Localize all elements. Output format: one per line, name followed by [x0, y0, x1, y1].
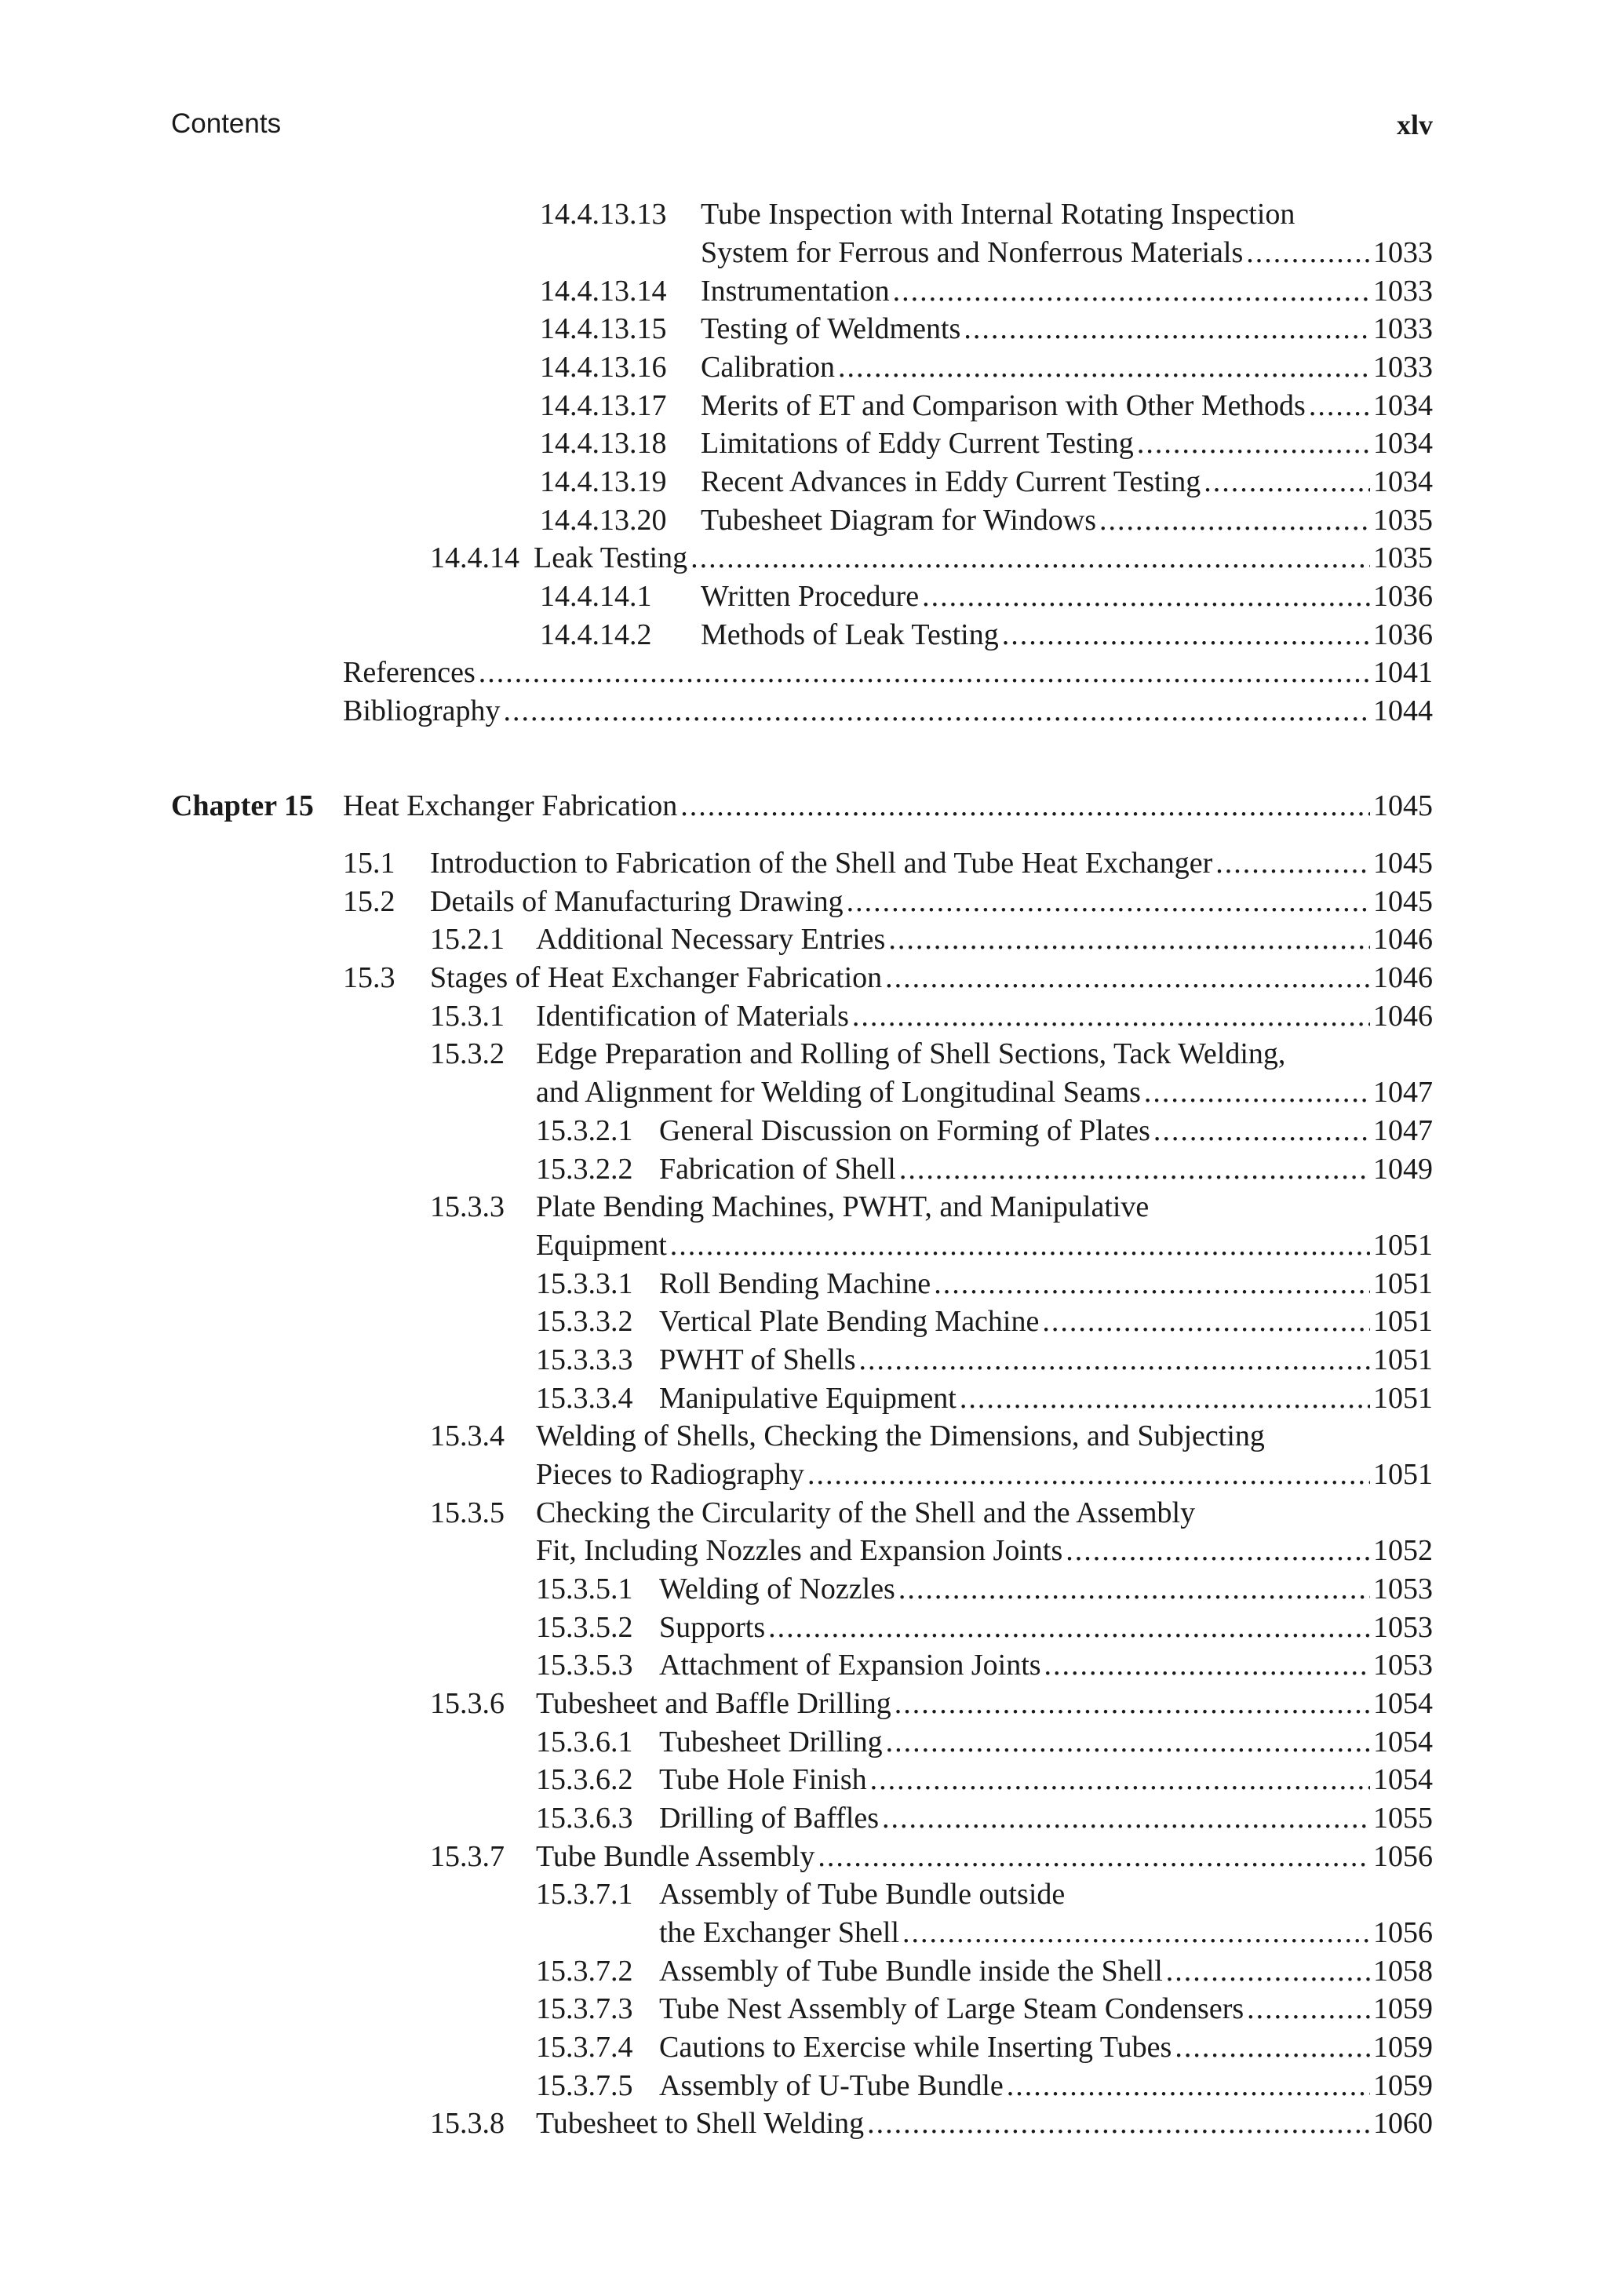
section-number: 15.3.2	[430, 1037, 505, 1070]
toc-entry	[0, 462, 1607, 501]
section-title: Heat Exchanger Fabrication	[343, 789, 678, 822]
toc-entry	[0, 653, 1607, 692]
toc-entry	[0, 577, 1607, 616]
dot-leader	[886, 1722, 1370, 1762]
page-ref: 1033	[1373, 236, 1433, 269]
dot-leader	[768, 1608, 1370, 1647]
dot-leader	[964, 309, 1370, 348]
section-number: 15.3.7.4	[536, 2031, 633, 2064]
toc-entry	[0, 272, 1607, 311]
section-number: 15.3.6.2	[536, 1763, 633, 1796]
dot-leader	[899, 1150, 1370, 1189]
section-number: 14.4.13.19	[540, 465, 667, 498]
section-title: Equipment	[536, 1229, 667, 1262]
dot-leader	[670, 1226, 1370, 1265]
section-number: 15.3.7.5	[536, 2069, 633, 2102]
section-title: the Exchanger Shell	[659, 1916, 900, 1949]
toc-entry	[0, 2104, 1607, 2143]
dot-leader	[847, 882, 1370, 921]
toc-entry	[0, 1760, 1607, 1799]
page-ref: 1033	[1373, 275, 1433, 308]
section-title: References	[343, 656, 476, 689]
toc-entry	[0, 348, 1607, 387]
page-ref: 1054	[1373, 1763, 1433, 1796]
dot-leader	[902, 1913, 1370, 1952]
toc-entry	[0, 1073, 1607, 1112]
dot-leader	[1153, 1111, 1370, 1150]
toc-entry	[0, 538, 1607, 578]
section-number: 14.4.13.13	[540, 198, 667, 231]
page-number: xlv	[1396, 109, 1433, 140]
section-number: 15.3.5.1	[536, 1573, 633, 1605]
section-number: 15.3.6.1	[536, 1726, 633, 1758]
section-number: 15.3.5.2	[536, 1611, 633, 1644]
page-ref: 1053	[1373, 1611, 1433, 1644]
page-ref: 1047	[1373, 1114, 1433, 1147]
dot-leader	[1246, 233, 1370, 272]
page-ref: 1053	[1373, 1573, 1433, 1605]
toc-entry	[0, 882, 1607, 921]
dot-leader	[479, 653, 1370, 692]
page-ref: 1051	[1373, 1305, 1433, 1338]
section-title: Fit, Including Nozzles and Expansion Joints	[536, 1534, 1063, 1567]
toc-entry	[0, 1111, 1607, 1150]
page-ref: 1060	[1373, 2107, 1433, 2140]
toc-entry	[0, 615, 1607, 654]
section-number: 15.3.2.1	[536, 1114, 633, 1147]
section-number: 15.3.5.3	[536, 1649, 633, 1682]
toc-entry	[0, 1340, 1607, 1379]
dot-leader	[1137, 424, 1370, 463]
section-title: Edge Preparation and Rolling of Shell Sections, Tack Welding,	[536, 1037, 1286, 1070]
page-ref: 1046	[1373, 961, 1433, 994]
chapter-heading	[0, 786, 1607, 825]
toc-entry	[0, 2066, 1607, 2105]
page-ref: 1053	[1373, 1649, 1433, 1682]
toc-entry	[0, 1569, 1607, 1609]
section-title: Details of Manufacturing Drawing	[430, 885, 844, 918]
page-ref: 1034	[1373, 389, 1433, 422]
section-number: 14.4.13.17	[540, 389, 667, 422]
section-number: 15.3.7.1	[536, 1878, 633, 1911]
page-ref: 1051	[1373, 1382, 1433, 1415]
section-title: Testing of Weldments	[701, 312, 961, 345]
page-ref: 1049	[1373, 1153, 1433, 1186]
dot-leader	[1042, 1302, 1370, 1341]
section-number: 15.2	[343, 885, 395, 918]
section-title: Tubesheet Drilling	[659, 1726, 883, 1758]
page-ref: 1051	[1373, 1229, 1433, 1262]
section-title: Pieces to Radiography	[536, 1458, 804, 1491]
toc-entry	[0, 1302, 1607, 1341]
section-title: Tube Inspection with Internal Rotating Inspection	[701, 198, 1295, 231]
toc-entry	[0, 309, 1607, 348]
dot-leader	[504, 691, 1370, 731]
section-title: General Discussion on Forming of Plates	[659, 1114, 1150, 1147]
dot-leader	[1215, 844, 1370, 883]
section-number: 15.3.1	[430, 1000, 505, 1033]
page-ref: 1051	[1373, 1343, 1433, 1376]
toc-entry	[0, 233, 1607, 272]
section-title: Written Procedure	[701, 580, 920, 613]
dot-leader	[922, 577, 1370, 616]
section-title: Methods of Leak Testing	[701, 618, 999, 651]
section-number: 15.3.2.2	[536, 1153, 633, 1186]
toc-entry	[0, 1989, 1607, 2028]
section-number: 14.4.13.16	[540, 351, 667, 384]
section-number: 15.3.3	[430, 1190, 505, 1223]
dot-leader	[859, 1340, 1370, 1379]
section-number: 14.4.14	[430, 541, 519, 574]
section-title: Merits of ET and Comparison with Other Methods	[701, 389, 1306, 422]
toc-entry	[0, 1837, 1607, 1876]
page-ref: 1036	[1373, 580, 1433, 613]
section-title: Tubesheet Diagram for Windows	[701, 504, 1097, 537]
toc-entry	[0, 691, 1607, 731]
section-number: 14.4.13.20	[540, 504, 667, 537]
dot-leader	[1099, 501, 1370, 540]
page-ref: 1051	[1373, 1458, 1433, 1491]
section-title: Vertical Plate Bending Machine	[659, 1305, 1040, 1338]
section-number: 15.3.3.3	[536, 1343, 633, 1376]
section-title: PWHT of Shells	[659, 1343, 856, 1376]
page-ref: 1033	[1373, 351, 1433, 384]
dot-leader	[870, 1760, 1370, 1799]
section-number: 15.1	[343, 847, 395, 880]
page-ref: 1034	[1373, 427, 1433, 460]
page-ref: 1045	[1373, 885, 1433, 918]
section-number: 15.3.4	[430, 1420, 505, 1452]
dot-leader	[838, 348, 1370, 387]
page-ref: 1056	[1373, 1840, 1433, 1873]
section-title: Manipulative Equipment	[659, 1382, 957, 1415]
running-head: Contents	[171, 108, 282, 139]
dot-leader	[893, 272, 1370, 311]
page-ref: 1059	[1373, 2069, 1433, 2102]
section-title: and Alignment for Welding of Longitudinal Seams	[536, 1076, 1141, 1109]
section-number: 14.4.13.14	[540, 275, 667, 308]
section-title: Calibration	[701, 351, 835, 384]
page-ref: 1054	[1373, 1687, 1433, 1720]
section-title: Tubesheet to Shell Welding	[536, 2107, 865, 2140]
toc-entry	[0, 2028, 1607, 2067]
dot-leader	[1066, 1531, 1370, 1570]
dot-leader	[1247, 1989, 1370, 2028]
toc-entry	[0, 1875, 1607, 1914]
section-title: Introduction to Fabrication of the Shell and Tube Heat Exchanger	[430, 847, 1213, 880]
toc-entry	[0, 1531, 1607, 1570]
toc-entry	[0, 501, 1607, 540]
toc-entry	[0, 844, 1607, 883]
chapter-number: Chapter 15	[171, 789, 314, 822]
page-ref: 1058	[1373, 1955, 1433, 1988]
page-ref: 1059	[1373, 2031, 1433, 2064]
section-title: Bibliography	[343, 694, 501, 727]
section-number: 15.3.3.1	[536, 1267, 633, 1300]
dot-leader	[882, 1799, 1370, 1838]
section-title: Stages of Heat Exchanger Fabrication	[430, 961, 883, 994]
dot-leader	[867, 2104, 1370, 2143]
section-title: Leak Testing	[534, 541, 688, 574]
page-ref: 1034	[1373, 465, 1433, 498]
page-ref: 1055	[1373, 1802, 1433, 1835]
toc-entry	[0, 1379, 1607, 1418]
section-title: Assembly of Tube Bundle outside	[659, 1878, 1066, 1911]
section-title: Supports	[659, 1611, 766, 1644]
section-number: 15.3.6	[430, 1687, 505, 1720]
dot-leader	[691, 538, 1370, 578]
page-ref: 1033	[1373, 312, 1433, 345]
page-ref: 1045	[1373, 789, 1433, 822]
section-number: 15.3.5	[430, 1496, 505, 1529]
section-title: Instrumentation	[701, 275, 890, 308]
section-title: Assembly of Tube Bundle inside the Shell	[659, 1955, 1163, 1988]
dot-leader	[888, 920, 1370, 959]
toc-entry	[0, 1722, 1607, 1762]
section-title: Cautions to Exercise while Inserting Tubes	[659, 2031, 1172, 2064]
section-title: Roll Bending Machine	[659, 1267, 931, 1300]
toc-entry	[0, 1493, 1607, 1532]
page-ref: 1052	[1373, 1534, 1433, 1567]
dot-leader	[680, 786, 1370, 825]
page-ref: 1059	[1373, 1992, 1433, 2025]
toc-entry	[0, 1608, 1607, 1647]
section-number: 15.3	[343, 961, 395, 994]
dot-leader	[1204, 462, 1370, 501]
dot-leader	[1007, 2066, 1370, 2105]
toc-entry	[0, 1455, 1607, 1494]
toc-entry	[0, 1187, 1607, 1226]
toc-entry	[0, 1150, 1607, 1189]
dot-leader	[852, 997, 1370, 1036]
section-title: Fabrication of Shell	[659, 1153, 896, 1186]
section-number: 14.4.13.15	[540, 312, 667, 345]
section-number: 15.3.8	[430, 2107, 505, 2140]
section-title: Plate Bending Machines, PWHT, and Manipulative	[536, 1190, 1150, 1223]
dot-leader	[807, 1455, 1370, 1494]
page-ref: 1044	[1373, 694, 1433, 727]
page-ref: 1035	[1373, 541, 1433, 574]
page-ref: 1056	[1373, 1916, 1433, 1949]
section-number: 15.3.7.2	[536, 1955, 633, 1988]
dot-leader	[1044, 1645, 1370, 1685]
toc-entry	[0, 1645, 1607, 1685]
section-number: 15.3.3.4	[536, 1382, 633, 1415]
toc-entry	[0, 1416, 1607, 1456]
section-title: Welding of Nozzles	[659, 1573, 895, 1605]
toc-entry	[0, 1799, 1607, 1838]
page-ref: 1045	[1373, 847, 1433, 880]
dot-leader	[1166, 1952, 1370, 1991]
dot-leader	[1144, 1073, 1370, 1112]
section-number: 15.3.7	[430, 1840, 505, 1873]
dot-leader	[885, 958, 1370, 997]
section-title: Welding of Shells, Checking the Dimensions, and Subjecting	[536, 1420, 1265, 1452]
section-number: 15.3.7.3	[536, 1992, 633, 2025]
toc-entry	[0, 1264, 1607, 1303]
section-title: Tube Nest Assembly of Large Steam Condensers	[659, 1992, 1244, 2025]
dot-leader	[1002, 615, 1370, 654]
toc-entry	[0, 1684, 1607, 1723]
section-title: Tube Hole Finish	[659, 1763, 867, 1796]
dot-leader	[960, 1379, 1370, 1418]
toc-entry	[0, 1034, 1607, 1073]
toc-entry	[0, 958, 1607, 997]
section-title: Attachment of Expansion Joints	[659, 1649, 1041, 1682]
page-ref: 1046	[1373, 1000, 1433, 1033]
section-number: 15.3.6.3	[536, 1802, 633, 1835]
page-ref: 1041	[1373, 656, 1433, 689]
toc-entry	[0, 386, 1607, 425]
toc-entry	[0, 195, 1607, 234]
section-number: 15.2.1	[430, 923, 505, 956]
dot-leader	[898, 1569, 1370, 1609]
page-ref: 1047	[1373, 1076, 1433, 1109]
toc-entry	[0, 997, 1607, 1036]
page-ref: 1054	[1373, 1726, 1433, 1758]
toc-entry	[0, 1226, 1607, 1265]
page-ref: 1046	[1373, 923, 1433, 956]
toc-entry	[0, 1952, 1607, 1991]
section-number: 14.4.14.2	[540, 618, 652, 651]
section-title: Limitations of Eddy Current Testing	[701, 427, 1134, 460]
section-title: Additional Necessary Entries	[536, 923, 886, 956]
toc-entry	[0, 920, 1607, 959]
page-ref: 1051	[1373, 1267, 1433, 1300]
toc-entry	[0, 424, 1607, 463]
section-title: System for Ferrous and Nonferrous Materials	[701, 236, 1244, 269]
dot-leader	[1309, 386, 1370, 425]
dot-leader	[934, 1264, 1370, 1303]
section-number: 15.3.3.2	[536, 1305, 633, 1338]
page-ref: 1036	[1373, 618, 1433, 651]
section-title: Tubesheet and Baffle Drilling	[536, 1687, 891, 1720]
section-title: Drilling of Baffles	[659, 1802, 880, 1835]
dot-leader	[818, 1837, 1370, 1876]
dot-leader	[895, 1684, 1370, 1723]
section-number: 14.4.14.1	[540, 580, 652, 613]
section-number: 14.4.13.18	[540, 427, 667, 460]
page-ref: 1035	[1373, 504, 1433, 537]
section-title: Tube Bundle Assembly	[536, 1840, 815, 1873]
section-title: Checking the Circularity of the Shell and the Assembly	[536, 1496, 1196, 1529]
toc-entry	[0, 1913, 1607, 1952]
dot-leader	[1175, 2028, 1370, 2067]
section-title: Identification of Materials	[536, 1000, 849, 1033]
section-title: Assembly of U-Tube Bundle	[659, 2069, 1004, 2102]
section-title: Recent Advances in Eddy Current Testing	[701, 465, 1201, 498]
